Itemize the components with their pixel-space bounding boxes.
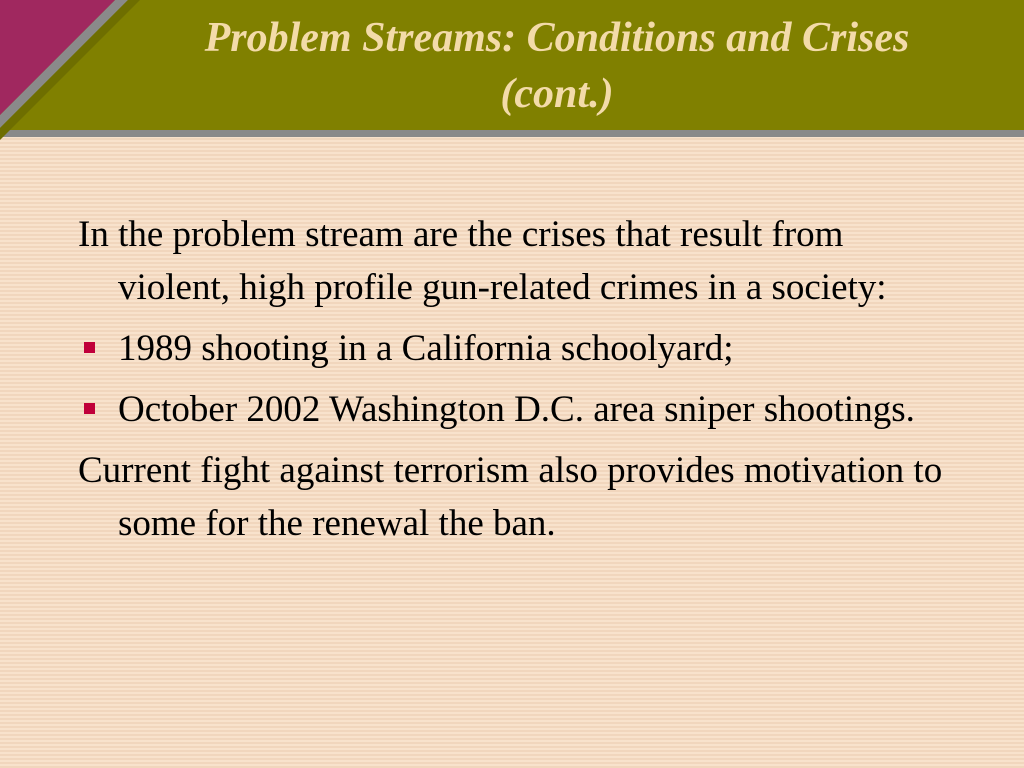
title-bar-divider bbox=[0, 130, 1024, 137]
bullet-text: 1989 shooting in a California schoolyard; bbox=[118, 328, 734, 369]
square-bullet-icon bbox=[84, 342, 95, 353]
corner-decoration bbox=[0, 0, 140, 140]
bullet-text: October 2002 Washington D.C. area sniper shootings. bbox=[118, 389, 915, 430]
slide-title-line-2: (cont.) bbox=[500, 71, 614, 117]
slide-title-line-1: Problem Streams: Conditions and Crises bbox=[204, 15, 910, 61]
bullet-item bbox=[78, 322, 958, 375]
bullet-item bbox=[78, 383, 958, 436]
square-bullet-icon bbox=[84, 403, 95, 414]
slide-body bbox=[78, 208, 958, 558]
closing-paragraph: Current fight against terrorism also provides motivation to some for the renewal the ban. bbox=[78, 450, 943, 544]
intro-paragraph: In the problem stream are the crises that result from violent, high profile gun-related crimes in a society: bbox=[78, 214, 887, 308]
slide-title bbox=[130, 10, 984, 122]
